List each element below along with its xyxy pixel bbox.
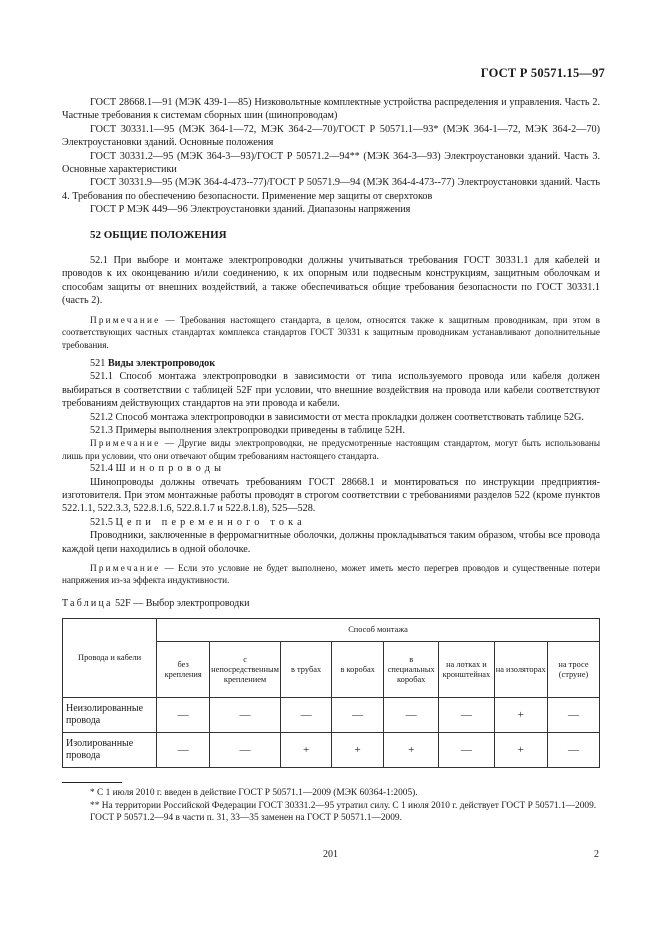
note-label: Примечание [90, 563, 161, 573]
subsection-521-4-heading [62, 462, 600, 475]
table-caption-text: 52F — Выбор электропроводки [112, 597, 250, 609]
note-text: — Другие виды электропроводки, не предусмотренные настоящим стандартом, могут быть использованы лишь при условии, что они отвечают общим требованиям настоящего стандарта. [62, 438, 600, 461]
table-cell: — [157, 698, 210, 733]
table-row [63, 698, 600, 733]
subsection-number: 521 [90, 357, 108, 369]
subsection-number: 521.4 [90, 463, 116, 475]
paragraph-521-3: 521.3 Примеры выполнения электропроводки приведены в таблице 52H. [90, 424, 405, 436]
table-caption [62, 597, 600, 610]
note-label: Примечание [90, 314, 161, 325]
column-header: в трубах [280, 642, 331, 698]
table-cell: — [332, 698, 384, 733]
column-header: в специальных коробах [384, 642, 439, 698]
table-cell: — [157, 733, 210, 768]
table-caption-label: Таблица [62, 597, 113, 609]
table-cell: + [280, 733, 331, 768]
footnote: ** На территории Российской Федерации ГОСТ 30331.2—95 утратил силу. С 1 июля 2010 г. действует ГОСТ Р 50571.1—2009. [90, 800, 597, 811]
footnote: ГОСТ Р 50571.2—94 в части п. 31, 33—35 заменен на ГОСТ Р 50571.1—2009. [90, 813, 402, 824]
document-code-header: ГОСТ Р 50571.15—97 [480, 66, 605, 80]
table-cell: — [280, 698, 331, 733]
page-number: 201 [323, 849, 338, 860]
reference-item: ГОСТ 30331.1—95 (МЭК 364-1—72, МЭК 364-2—70)/ГОСТ Р 50571.1—93* (МЭК 364-1—72, МЭК 364-2—70) Электроустановки зданий. Основные положения [62, 123, 600, 149]
table-52f [62, 618, 600, 768]
reference-item: ГОСТ 30331.9—95 (МЭК 364-4-473--77)/ГОСТ Р 50571.9—94 (МЭК 364-4-473--77) Электроустановки зданий. Часть 4. Требования по обеспечению безопасности. Применение мер защиты от сверхтоков [62, 177, 600, 202]
table-cell: + [332, 733, 384, 768]
paragraph-521-1: 521.1 Способ монтажа электропроводки в зависимости от типа используемого провода или кабеля должен выбираться в соответствии с таблицей 52F при условии, что внешние воздействия на провода или кабели соответствуют требованиям действующих стандартов на эти провода и кабели. [62, 371, 600, 410]
column-header: с непосредственным креплением [210, 642, 281, 698]
table-cell: + [494, 733, 547, 768]
table-row [63, 733, 600, 768]
column-group-header: Способ монтажа [157, 619, 600, 642]
table-cell: — [547, 733, 599, 768]
footnote-divider [62, 782, 122, 783]
column-header: в коробах [332, 642, 384, 698]
table-cell: — [384, 698, 439, 733]
column-header: на изоляторах [494, 642, 547, 698]
table-cell: — [210, 733, 281, 768]
table-cell: + [494, 698, 547, 733]
note-text: — Если это условие не будет выполнено, может иметь место перегрев проводов и существенные потери напряжения из-за эффекта индуктивности. [62, 563, 600, 586]
subsection-521-heading [62, 357, 600, 370]
reference-item: ГОСТ 30331.2—95 (МЭК 364-3—93)/ГОСТ Р 50571.2—94** (МЭК 364-3—93) Электроустановки зданий. Часть 3. Основные характеристики [62, 150, 600, 176]
column-header-wires: Провода и кабели [63, 619, 157, 698]
subsection-number: 521.5 [90, 516, 116, 528]
note-text: — Требования настоящего стандарта, в целом, относятся также к защитным проводникам, при этом в соответствующих частных стандартах комплекса стандартов ГОСТ 30331 к защитным проводникам устанавливают дополнительные требования. [62, 314, 600, 350]
note-1 [62, 314, 600, 351]
table-cell: — [439, 733, 494, 768]
note-label: Примечание [90, 438, 161, 449]
paragraph-521-2: 521.2 Способ монтажа электропроводки в зависимости от места прокладки должен соответствовать таблице 52G. [90, 411, 584, 423]
page-content [62, 96, 600, 825]
table-cell: — [210, 698, 281, 733]
row-label: Неизолированные провода [63, 698, 157, 733]
subsection-title: Шинопроводы [115, 463, 226, 475]
table-cell: — [439, 698, 494, 733]
paragraph-521-4: Шинопроводы должны отвечать требованиям ГОСТ 28668.1 и монтироваться по инструкции предприятия-изготовителя. При этом монтажные работы проводят в строгом соответствии с требованиями разделов 522 (кроме пунктов 522.1.1, 522.3.3, 522.8.1.6, 522.8.1.7 и 522.8.1.8), 525—528. [62, 476, 600, 515]
note-2 [62, 437, 600, 462]
reference-item: ГОСТ 28668.1—91 (МЭК 439-1—85) Низковольтные комплектные устройства распределения и управления. Часть 2. Частные требования к системам сборных шин (шинопроводам) [62, 97, 600, 122]
row-label: Изолированные провода [63, 733, 157, 768]
reference-item: ГОСТ Р МЭК 449—96 Электроустановки зданий. Диапазоны напряжения [90, 204, 411, 216]
subsection-title: Цепи переменного тока [115, 516, 306, 528]
footnote: * С 1 июля 2010 г. введен в действие ГОСТ Р 50571.1—2009 (МЭК 60364-1:2005). [90, 788, 418, 799]
paragraph-521-5: Проводники, заключенные в ферромагнитные оболочки, должны прокладываться таким образом, чтобы все провода каждой цепи находились в одной оболочке. [62, 530, 600, 555]
sheet-number: 2 [594, 849, 599, 860]
table-cell: — [547, 698, 599, 733]
paragraph-52-1: 52.1 При выборе и монтаже электропроводки должны учитываться требования ГОСТ 30331.1 для кабелей и проводов к их оконцеванию и/или соединению, к их опорным или подвесным конструкциям, защитным оболочкам и способам защиты от внешних воздействий, а также обеспечиваться общие требования безопасности по ГОСТ 30331.1 (часть 2). [62, 255, 600, 307]
subsection-title: Виды электропроводок [107, 357, 216, 369]
subsection-521-5-heading [62, 516, 600, 529]
note-3 [62, 562, 600, 587]
column-header: на тросе (струне) [547, 642, 599, 698]
table-cell: + [384, 733, 439, 768]
column-header: без крепления [157, 642, 210, 698]
section-heading-52: 52 ОБЩИЕ ПОЛОЖЕНИЯ [90, 228, 227, 241]
column-header: на лотках и кронштейнах [439, 642, 494, 698]
